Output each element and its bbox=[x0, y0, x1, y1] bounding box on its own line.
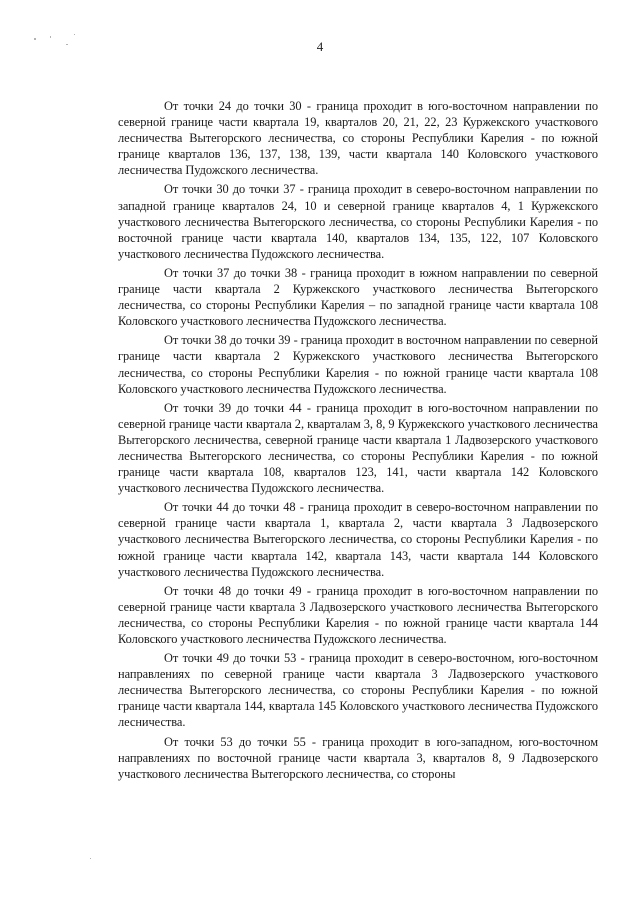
scan-speck bbox=[90, 858, 91, 859]
paragraph-point-30-37: От точки 30 до точки 37 - граница проходит в северо-восточном направлении по западной границе кварталов 24, 10 и северной границе кварталов 4, 1 Куржекского участкового лесничества Вытегорского лесничества, со стороны Республики Карелия - по восточной границе части квартала 140, кварталов 134, 135, 122, 107 Коловского участкового лесничества Пудожского лесничества. bbox=[118, 182, 598, 261]
scan-speck bbox=[74, 34, 75, 35]
scan-speck bbox=[50, 36, 51, 38]
body-text bbox=[118, 98, 598, 785]
paragraph-point-24-30: От точки 24 до точки 30 - граница проходит в юго-восточном направлении по северной границе части квартала 19, кварталов 20, 21, 22, 23 Куржекского участкового лесничества Вытегорского лесничества, со стороны Республики Карелия - по южной границе кварталов 136, 137, 138, 139, части квартала 140 Коловского участкового лесничества Пудожского лесничества. bbox=[118, 99, 598, 178]
paragraph-point-38-39: От точки 38 до точки 39 - граница проходит в восточном направлении по северной границе части квартала 2 Куржекского участкового лесничества Вытегорского лесничества, со стороны Республики Карелия - по южной границе части квартала 108 Коловского участкового лесничества Пудожского лесничества. bbox=[118, 333, 598, 396]
paragraph-point-44-48: От точки 44 до точки 48 - граница проходит в северо-восточном направлении по северной границе части квартала 1, квартала 2, части квартала 3 Ладвозерского участкового лесничества Вытегорского лесничества, со стороны Республики Карелия - по южной границе части квартала 142, квартала 143, части квартала 144 Коловского участкового лесничества Пудожского лесничества. bbox=[118, 500, 598, 579]
paragraph-point-39-44: От точки 39 до точки 44 - граница проходит в юго-восточном направлении по северной границе части квартала 2, кварталам 3, 8, 9 Куржекского участкового лесничества Вытегорского лесничества, северной границе части квартала 1 Ладвозерского участкового лесничества Вытегорского лесничества, со стороны Республики Карелия - по южной границе части квартала 108, кварталов 123, 141, части квартала 142 Коловского участкового лесничества Пудожского лесничества. bbox=[118, 400, 598, 496]
page-number: 4 bbox=[316, 39, 324, 54]
paragraph-point-53-55: От точки 53 до точки 55 - граница проходит в юго-западном, юго-восточном направлениях по восточной границе части квартала 3, кварталов 8, 9 Ладвозерского участкового лесничества Вытегорского лесничества, со стороны bbox=[118, 734, 598, 781]
paragraph-point-49-53: От точки 49 до точки 53 - граница проходит в северо-восточном, юго-восточном направлениях по северной границе части квартала 3 Ладвозерского участкового лесничества Вытегорского лесничества, со стороны Республики Карелия - по южной границе части квартала 144, квартала 145 Коловского участкового лесничества Пудожского лесничества. bbox=[118, 651, 598, 730]
paragraph-point-37-38: От точки 37 до точки 38 - граница проходит в южном направлении по северной границе части квартала 2 Куржекского участкового лесничества Вытегорского лесничества, со стороны Республики Карелия – по западной границе части квартала 108 Коловского участкового лесничества Пудожского лесничества. bbox=[118, 265, 598, 329]
paragraph-point-48-49: От точки 48 до точки 49 - граница проходит в юго-восточном направлении по северной границе части квартала 3 Ладвозерского участкового лесничества Вытегорского лесничества, со стороны Республики Карелия - по южной границе части квартала 144 Коловского участкового лесничества Пудожского лесничества. bbox=[118, 583, 598, 646]
